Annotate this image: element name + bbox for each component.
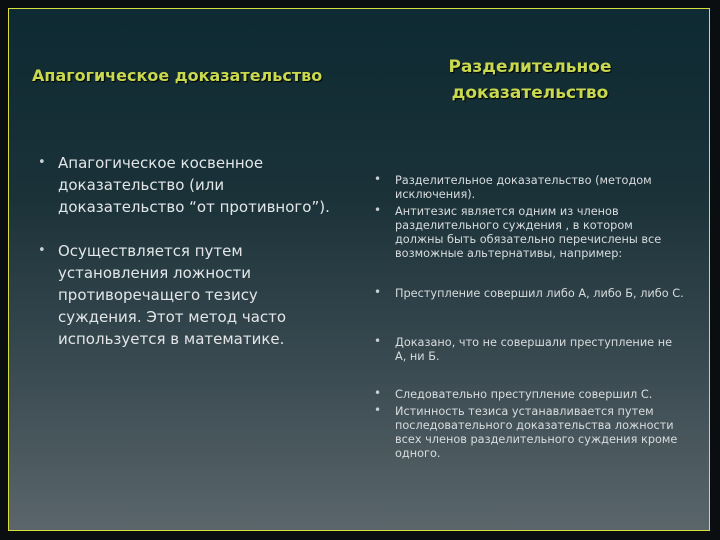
bullet-icon: • bbox=[374, 172, 382, 186]
left-heading: Апагогическое доказательство bbox=[32, 66, 323, 85]
right-heading: Разделительное доказательство bbox=[448, 57, 612, 103]
list-item bbox=[374, 174, 684, 202]
list-item bbox=[374, 388, 684, 402]
bullet-text: Апагогическое косвенное доказательство (или доказательство “от противного”). bbox=[58, 154, 330, 216]
list-item bbox=[374, 405, 684, 461]
list-item bbox=[38, 240, 338, 350]
bullet-text: Разделительное доказательство (методом исключения). bbox=[395, 174, 652, 201]
bullet-icon: • bbox=[374, 386, 382, 400]
bullet-icon: • bbox=[374, 203, 382, 217]
right-bullet-group-1 bbox=[374, 174, 684, 264]
bullet-icon: • bbox=[374, 403, 382, 417]
bullet-text: Антитезис является одним из членов разделительного суждения , в котором должны быть обязательно перечислены все возможные альтернативы, например: bbox=[395, 205, 662, 260]
left-bullet-list bbox=[38, 152, 338, 350]
bullet-icon: • bbox=[38, 243, 46, 258]
bullet-text: Преступление совершил либо А, либо Б, либо С. bbox=[395, 287, 684, 300]
bullet-text: Истинность тезиса устанавливается путем последовательного доказательства ложности всех членов разделительного суждения кроме одного. bbox=[395, 405, 678, 460]
bullet-text: Доказано, что не совершали преступление не А, ни Б. bbox=[395, 336, 673, 363]
bullet-text: Осуществляется путем установления ложности противоречащего тезису суждения. Этот метод часто используется в математике. bbox=[58, 242, 287, 348]
bullet-text: Следовательно преступление совершил С. bbox=[395, 388, 653, 401]
right-bullet-group-3 bbox=[374, 336, 684, 367]
bullet-icon: • bbox=[38, 155, 46, 170]
bullet-icon: • bbox=[374, 285, 382, 299]
list-item bbox=[374, 205, 684, 261]
right-bullet-group-4 bbox=[374, 388, 684, 464]
bullet-icon: • bbox=[374, 334, 382, 348]
list-item bbox=[374, 336, 684, 364]
list-item bbox=[38, 152, 338, 218]
list-item bbox=[374, 287, 684, 301]
right-bullet-group-2 bbox=[374, 287, 684, 304]
